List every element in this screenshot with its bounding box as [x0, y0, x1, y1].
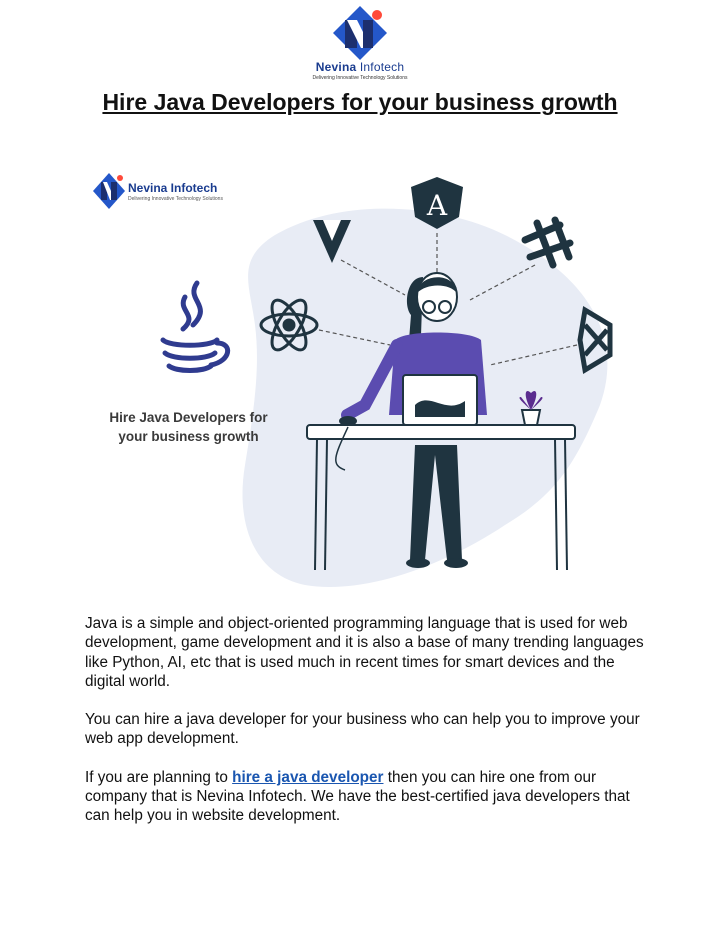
hero-logo-icon: [93, 173, 125, 209]
svg-text:A: A: [426, 189, 448, 222]
paragraph-company: If you are planning to hire a java developer then you can hire one from our company that is Nevina Infotech. We have the best-certified java developers that can help you in website development.: [85, 768, 630, 825]
hero-logo-tagline: Delivering Innovative Technology Solutions: [128, 196, 223, 202]
header-logo: [0, 0, 720, 86]
slack-icon: [525, 220, 570, 265]
hero-logo-name: Nevina Infotech: [128, 181, 218, 195]
paragraph-intro: Java is a simple and object-oriented programming language that is used for web development, game development and it is also a base of many trending languages like Python, AI, etc that is used much in recent times for smart devices and the digital world.: [85, 615, 644, 690]
header-logo-tagline: Delivering Innovative Technology Solutions: [312, 75, 408, 81]
header-logo-name: Nevina Infotech: [315, 60, 405, 74]
article-body: [85, 614, 645, 845]
hero-illustration: [85, 165, 635, 600]
page-title: Hire Java Developers for your business growth: [102, 89, 618, 115]
nevina-logo-icon: [327, 4, 393, 62]
hero-caption: Hire Java Developers for your business growth: [109, 410, 268, 444]
paragraph-hire: You can hire a java developer for your business who can help you to improve your web app development.: [85, 711, 640, 748]
hire-java-developer-link[interactable]: hire a java developer: [232, 768, 384, 786]
java-icon: [163, 283, 228, 371]
